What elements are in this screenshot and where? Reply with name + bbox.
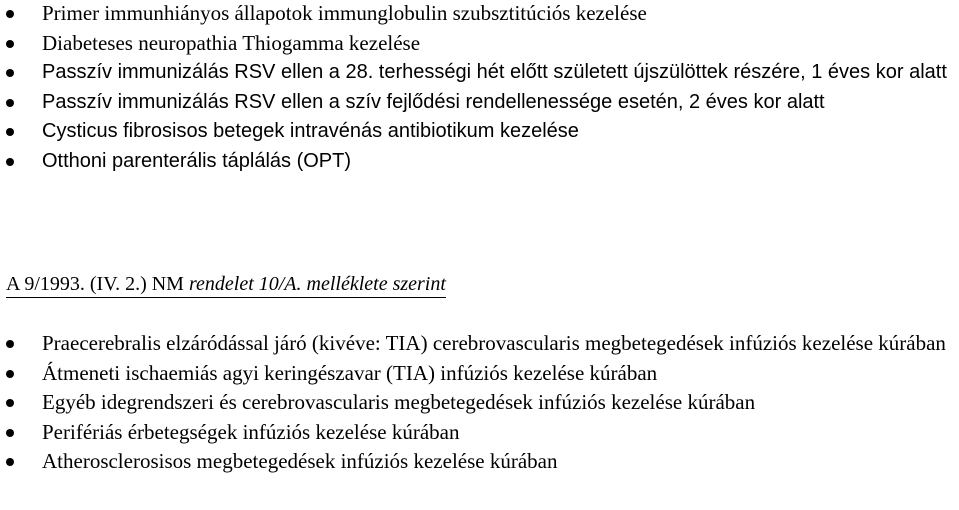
list-item-text: Passzív immunizálás RSV ellen a 28. terhességi hét előtt született újszülöttek részére, 1 éves kor alatt: [42, 61, 947, 83]
list-item: [0, 418, 959, 448]
bullet-icon: [6, 128, 14, 136]
decree-reference: [6, 271, 446, 298]
indication-list-bottom: [0, 329, 959, 477]
list-item-text: Praecerebralis elzáródással járó (kivéve: TIA) cerebrovascularis megbetegedések infúziós kezelése kúrában: [42, 331, 946, 355]
list-item-text: Egyéb idegrendszeri és cerebrovascularis megbetegedések infúziós kezelése kúrában: [42, 390, 756, 414]
bullet-icon: [6, 458, 14, 466]
bullet-icon: [6, 158, 14, 166]
bullet-icon: [6, 99, 14, 107]
list-item-text: Passzív immunizálás RSV ellen a szív fejlődési rendellenessége esetén, 2 éves kor alatt: [42, 90, 825, 113]
list-item: [0, 447, 959, 477]
indication-list-top: [0, 0, 959, 176]
bullet-icon: [6, 429, 14, 437]
bullet-icon: [6, 340, 14, 348]
bullet-icon: [6, 399, 14, 407]
list-item-text: Cysticus fibrosisos betegek intravénás antibiotikum kezelése: [42, 120, 579, 142]
list-item: [0, 388, 959, 418]
decree-prefix: A 9/1993. (IV. 2.) NM: [6, 273, 189, 295]
list-item: [0, 29, 959, 59]
list-item-text: Diabeteses neuropathia Thiogamma kezelése: [42, 30, 421, 55]
list-item-text: Perifériás érbetegségek infúziós kezelése kúrában: [42, 419, 460, 444]
list-item-text: Atherosclerosisos megbetegedések infúziós kezelése kúrában: [42, 449, 558, 473]
list-item: [0, 0, 959, 29]
decree-italic-text: rendelet 10/A. melléklete szerint: [188, 273, 446, 295]
list-item: [0, 88, 959, 118]
bullet-icon: [6, 69, 14, 77]
list-item: [0, 329, 959, 359]
list-item-text: Primer immunhiányos állapotok immunglobulin szubsztitúciós kezelése: [42, 1, 647, 25]
list-item-text: Átmeneti ischaemiás agyi keringészavar (TIA) infúziós kezelése kúrában: [42, 360, 658, 385]
list-item: [0, 359, 959, 389]
bullet-icon: [6, 370, 14, 378]
list-item: [0, 147, 959, 177]
list-item-text: Otthoni parenterális táplálás (OPT): [42, 149, 352, 172]
list-item: [0, 58, 959, 88]
list-item: [0, 117, 959, 147]
bullet-icon: [6, 10, 14, 18]
bullet-icon: [6, 40, 14, 48]
